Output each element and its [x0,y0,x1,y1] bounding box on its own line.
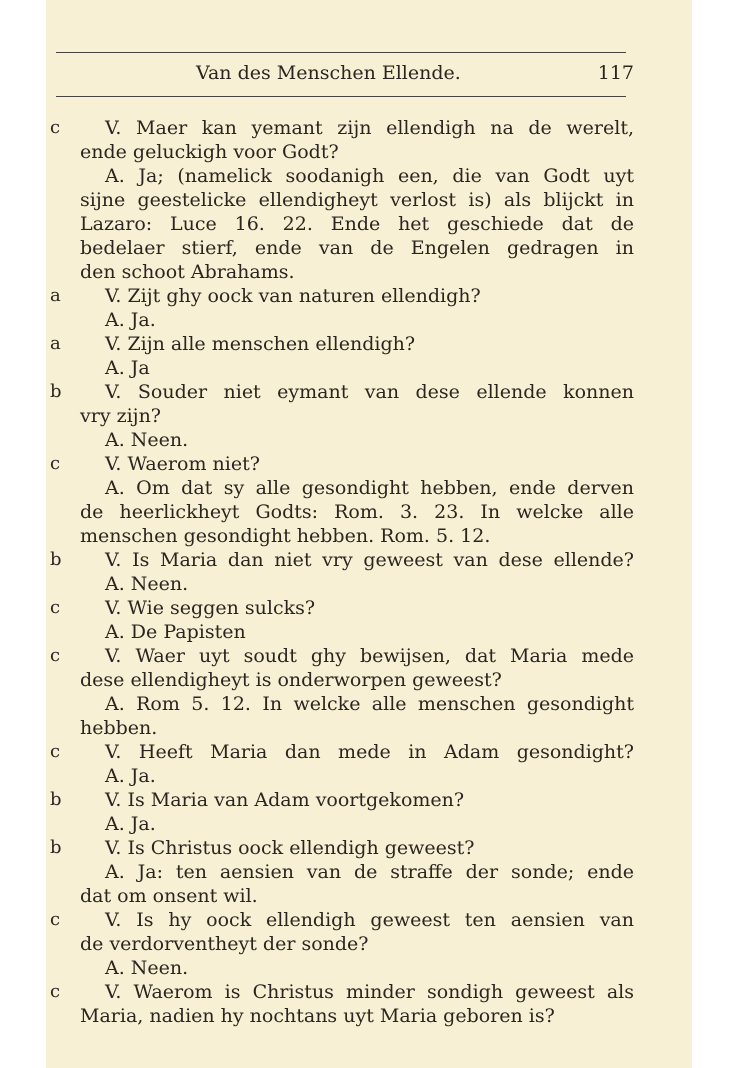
margin-mark: c [50,981,61,1002]
question-text: V. Waerom is Christus minder sondigh geweest als [105,981,634,1003]
text-line [50,116,634,140]
continuation-text: menschen gesondight hebben. Rom. 5. 12. [80,525,491,547]
text-line [50,404,634,428]
text-line [50,500,634,524]
text-line [50,908,634,932]
continuation-text: hebben. [80,717,158,739]
text-line [50,836,634,860]
answer-text: A. Rom 5. 12. In welcke alle menschen gesondight [105,693,634,715]
text-line [50,524,634,548]
book-page [46,0,692,1068]
header-top-rule [56,52,626,53]
question-text: V. Waerom niet? [105,453,260,475]
text-line [50,452,634,476]
continuation-text: de heerlickheyt Godts: Rom. 3. 23. In welcke alle [80,501,634,523]
text-line [50,356,634,380]
question-text: V. Maer kan yemant zijn ellendigh na de werelt, [105,117,634,139]
question-text: V. Waer uyt soudt ghy bewijsen, dat Maria mede [105,645,634,667]
question-text: V. Is Maria van Adam voortgekomen? [105,789,465,811]
text-line [50,620,634,644]
answer-text: A. Ja [105,357,150,379]
header-bottom-rule [56,96,626,97]
margin-mark: a [50,285,61,306]
text-line [50,308,634,332]
continuation-text: den schoot Abrahams. [80,261,295,283]
margin-mark: c [50,909,61,930]
continuation-text: Lazaro: Luce 16. 22. Ende het geschiede dat de [80,213,634,235]
running-header [196,62,634,84]
text-line [50,1004,634,1028]
text-line [50,260,634,284]
margin-mark: c [50,741,61,762]
answer-text: A. Ja: ten aensien van de straffe der sonde; ende [105,861,634,883]
header-title: Van des Menschen Ellende. [196,62,461,84]
text-line [50,644,634,668]
text-line [50,428,634,452]
text-line [50,764,634,788]
answer-text: A. Neen. [105,429,189,451]
text-line [50,284,634,308]
question-text: V. Souder niet eymant van dese ellende konnen [105,381,634,403]
text-line [50,332,634,356]
question-text: V. Is Christus oock ellendigh geweest? [105,837,475,859]
answer-text: A. De Papisten [105,621,246,643]
answer-text: A. Ja. [105,813,156,835]
text-line [50,692,634,716]
margin-mark: c [50,645,61,666]
text-line [50,596,634,620]
text-line [50,956,634,980]
text-line [50,212,634,236]
continuation-text: Maria, nadien hy nochtans uyt Maria geboren is? [80,1005,555,1027]
margin-mark: b [50,789,62,810]
answer-text: A. Ja; (namelick soodanigh een, die van Godt uyt [105,165,634,187]
question-text: V. Wie seggen sulcks? [105,597,316,619]
text-line [50,548,634,572]
margin-mark: c [50,453,61,474]
text-line [50,932,634,956]
margin-mark: b [50,549,62,570]
question-text: V. Zijn alle menschen ellendigh? [105,333,416,355]
text-line [50,188,634,212]
answer-text: A. Neen. [105,573,189,595]
question-text: V. Is hy oock ellendigh geweest ten aensien van [105,909,634,931]
continuation-text: bedelaer stierf, ende van de Engelen gedragen in [80,237,634,259]
text-line [50,812,634,836]
text-line [50,236,634,260]
text-line [50,884,634,908]
margin-mark: b [50,381,62,402]
text-line [50,476,634,500]
margin-mark: c [50,117,61,138]
continuation-text: de verdorventheyt der sonde? [80,933,369,955]
text-line [50,980,634,1004]
answer-text: A. Neen. [105,957,189,979]
margin-mark: a [50,333,61,354]
question-text: V. Heeft Maria dan mede in Adam gesondight? [105,741,634,763]
text-line [50,572,634,596]
answer-text: A. Ja. [105,309,156,331]
continuation-text: sijne geestelicke ellendigheyt verlost is) als blijckt in [80,189,634,211]
continuation-text: dese ellendigheyt is onderworpen geweest? [80,669,502,691]
continuation-text: dat om onsent wil. [80,885,258,907]
margin-mark: c [50,597,61,618]
text-line [50,716,634,740]
question-text: V. Is Maria dan niet vry geweest van dese ellende? [105,549,634,571]
continuation-text: ende geluckigh voor Godt? [80,141,339,163]
continuation-text: vry zijn? [80,405,161,427]
text-line [50,788,634,812]
catechism-text [50,116,634,1028]
answer-text: A. Ja. [105,765,156,787]
text-line [50,860,634,884]
page-number: 117 [597,62,634,84]
text-line [50,740,634,764]
text-line [50,380,634,404]
question-text: V. Zijt ghy oock van naturen ellendigh? [105,285,481,307]
margin-mark: b [50,837,62,858]
answer-text: A. Om dat sy alle gesondight hebben, ende derven [105,477,634,499]
text-line [50,140,634,164]
text-line [50,164,634,188]
text-line [50,668,634,692]
